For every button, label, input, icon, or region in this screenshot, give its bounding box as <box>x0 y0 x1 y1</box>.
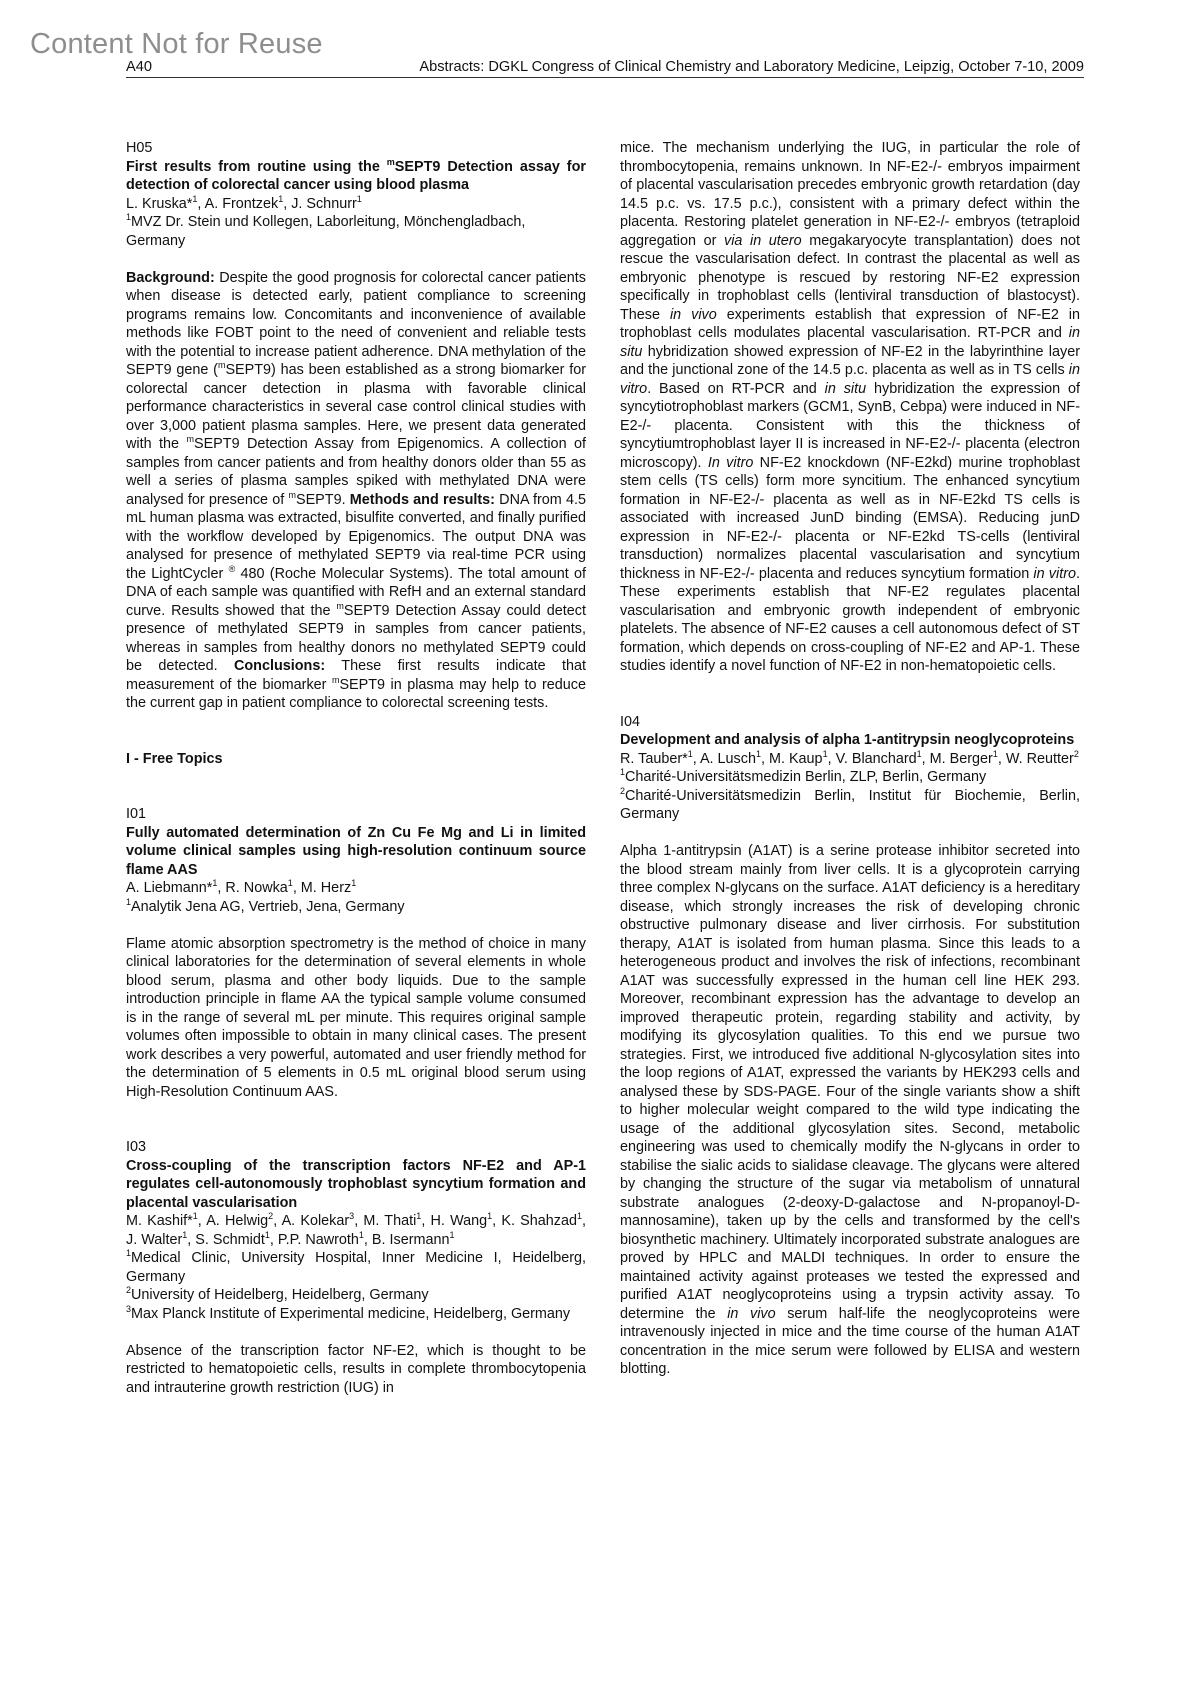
watermark: Content Not for Reuse <box>30 28 323 60</box>
left-column <box>126 139 586 1397</box>
abstract-title: Fully automated determination of Zn Cu Fe Mg and Li in limited volume clinical samples using high-resolution continuum source flame AAS <box>126 824 586 878</box>
journal-title: Abstracts: DGKL Congress of Clinical Chemistry and Laboratory Medicine, Leipzig, October 7-10, 2009 <box>419 59 1084 75</box>
abstract-i01 <box>126 805 586 1101</box>
abstract-body: Absence of the transcription factor NF-E2, which is thought to be restricted to hematopoietic cells, results in complete thrombocytopenia and intrauterine growth restriction (IUG) in <box>126 1342 586 1396</box>
abstract-id: I01 <box>126 806 147 822</box>
abstract-id: I03 <box>126 1139 147 1155</box>
abstract-title: Cross-coupling of the transcription factors NF-E2 and AP-1 regulates cell-autonomously trophoblast syncytium formation and placental vascularisation <box>126 1157 586 1211</box>
abstract-authors: A. Liebmann*$^1$, R. Nowka$^1$, M. Herz$^1$ <box>126 878 357 896</box>
abstract-h05 <box>126 139 586 713</box>
abstract-body-continued: mice. The mechanism underlying the IUG, in particular the role of thrombocytopenia, remains unknown. In NF-E2-/- embryos impairment of placental vascularisation precedes embryonic growth retardation (day 14.5 p.c. vs. 17.5 p.c.), consistent with a primary defect within the placenta. Restoring platelet generation in NF-E2-/- embryos (tetraploid aggregation or via in utero megakaryocyte transplantation) does not rescue the vascularisation defect. In contrast the placental as well as embryonic phenotype is rescued by restoring NF-E2 expression specifically in trophoblast cells (lentiviral transduction of blastocyst). These in vivo experiments establish that expression of NF-E2 in trophoblast cells modulates placental vascularisation. RT-PCR and in situ hybridization showed expression of NF-E2 in the labyrinthine layer and the junctional zone of the 14.5 p.c. placenta as well as in TS cells in vitro. Based on RT-PCR and in situ hybridization the expression of syncytiotrophoblast markers (GCM1, SynB, Cebpa) were induced in NF-E2-/- placenta. Consistent with this the thickness of syncytiumtrophoblast layer II is increased in NF-E2-/- placenta (electron microscopy). In vitro NF-E2 knockdown (NF-E2kd) murine trophoblast stem cells (TS cells) form more syncitium. The enhanced syncytium formation in NF-E2-/- placenta as well as in NF-E2kd TS cells is associated with increased JunD binding (EMSA). Reducing junD expression in NF-E2-/- placenta or NF-E2kd TS-cells (lentiviral transduction) normalizes placental vascularisation and syncytium thickness in NF-E2-/- placenta and reduces syncytium formation in vitro. These experiments establish that NF-E2 regulates placental vascularisation and embryonic growth independent of embryonic platelets. The absence of NF-E2 causes a cell autonomous defect of ST formation, which depends on cross-coupling of NF-E2 and AP-1. These studies identify a novel function of NF-E2 in non-hematopoietic cells. <box>620 140 1081 674</box>
abstract-affiliation: $^3$Max Planck Institute of Experimental medicine, Heidelberg, Germany <box>126 1303 571 1322</box>
abstract-affiliation: $^1$Analytik Jena AG, Vertrieb, Jena, Germany <box>126 896 405 915</box>
abstract-title: First results from routine using the $^m$SEPT9 Detection assay for detection of colorectal cancer using blood plasma <box>126 156 586 193</box>
abstract-i04 <box>620 713 1080 1379</box>
abstract-id: I04 <box>620 713 641 730</box>
abstract-body: Alpha 1-antitrypsin (A1AT) is a serine protease inhibitor secreted into the blood stream mainly from liver cells. It is a glycoprotein carrying three complex N-glycans on the surface. A1AT deficiency is a hereditary disease, which strongly increases the risk of developing chronic obstructive pulmonary disease and liver cirrhosis. For substitution therapy, A1AT is isolated from human plasma. Since this leads to a heterogeneous product and involves the risk of infections, recombinant A1AT was successfully expressed in the human cell line HEK 293. Moreover, recombinant expression has the advantage to develop an improved therapeutic protein, regarding stability and activity, by modifying its glycosylation qualities. To this end we pursue two strategies. First, we introduced five additional N-glycosylation sites into the loop regions of A1AT, expressed the variants by HEK293 cells and analysed these by SDS-PAGE. Four of the single variants show a shift to higher molecular weight compared to the wild type indicating the usage of the additional glycosylation sites. Second, metabolic engineering was used to chemically modify the N-glycans in order to stabilise the sialic acids to sialidase cleavage. The glycans were altered by changing the structure of the sugar via metabolism of unnatural substrate analogues (2-deoxy-D-galactose and N-propanoyl-D-mannosamine), taken up by the cells and transformed by the cell's biosynthetic machinery. Ultimately incorporated substrate analogues are proved by HPLC and MALDI techniques. In order to ensure the maintained activity against proteases we tested the expressed and purified A1AT neoglycoproteins using a trypsin activity assay. To determine the in vivo serum half-life the neoglycoproteins were intravenously injected in mice and the time course of the human A1AT concentration in the mice serum were followed by ELISA and western blotting. <box>620 843 1080 1377</box>
page-number: A40 <box>126 59 152 75</box>
abstract-body: Background: Despite the good prognosis for colorectal cancer patients when disease is detected early, patient compliance to screening programs remains low. Concomitants and inconvenience of available methods like FOBT point to the need of convenient and reliable tests with the potential to increase patient adherence. DNA methylation of the SEPT9 gene ($^m$SEPT9) has been established as a strong biomarker for colorectal cancer detection in plasma with favorable clinical performance characteristics in several case control clinical studies with over 3,000 patient plasma samples. Here, we present data generated with the $^m$SEPT9 Detection Assay from Epigenomics. A collection of samples from cancer patients and from healthy donors older than 55 as well a series of plasma samples spiked with methylated DNA were analysed for presence of $^m$SEPT9. Methods and results: DNA from 4.5 mL human plasma was extracted, bisulfite converted, and finally purified with the workflow developed by Epigenomics. The output DNA was analysed for presence of methylated SEPT9 via real-time PCR using the LightCycler ® 480 (Roche Molecular Systems). The total amount of DNA of each sample was quantified with RefH and an external standard curve. Results showed that the $^m$SEPT9 Detection Assay could detect presence of methylated SEPT9 in samples from cancer patients, whereas in samples from healthy donors no methylated SEPT9 could be detected. Conclusions: These first results indicate that measurement of the biomarker $^m$SEPT9 in plasma may help to reduce the current gap in patient compliance to colorectal screening tests. <box>126 269 587 711</box>
abstract-authors: R. Tauber*$^1$, A. Lusch$^1$, M. Kaup$^1$, V. Blanchard$^1$, M. Berger$^1$, W. Reutter$^2$ <box>620 748 1079 767</box>
abstract-affiliation: $^1$MVZ Dr. Stein und Kollegen, Laborleitung, Mönchengladbach, Germany <box>126 212 526 249</box>
abstract-affiliation: $^2$Charité-Universitätsmedizin Berlin, Institut für Biochemie, Berlin, Germany <box>620 785 1080 822</box>
right-column <box>620 139 1080 1379</box>
abstract-affiliation: $^1$Medical Clinic, University Hospital, Inner Medicine I, Heidelberg, Germany <box>126 1248 586 1285</box>
abstract-authors: L. Kruska*$^1$, A. Frontzek$^1$, J. Schnurr$^1$ <box>126 193 362 212</box>
abstract-id: H05 <box>126 140 153 156</box>
abstract-i03 <box>126 1138 586 1397</box>
section-heading: I - Free Topics <box>126 750 223 767</box>
abstract-affiliation: $^1$Charité-Universitätsmedizin Berlin, ZLP, Berlin, Germany <box>620 767 987 785</box>
abstract-affiliation: $^2$University of Heidelberg, Heidelberg, Germany <box>126 1285 429 1303</box>
abstract-authors: M. Kashif*$^1$, A. Helwig$^2$, A. Kolekar$^3$, M. Thati$^1$, H. Wang$^1$, K. Shahzad$^1$, J. Walter$^1$, S. Schmidt$^1$, P.P. Nawroth$^1$, B. Isermann$^1$ <box>126 1211 586 1248</box>
abstract-title: Development and analysis of alpha 1-antitrypsin neoglycoproteins <box>620 732 1075 748</box>
abstract-body: Flame atomic absorption spectrometry is the method of choice in many clinical laboratories for the determination of several elements in whole blood serum, plasma and other body liquids. Due to the sample introduction principle in flame AA the typical sample volume consumed is in the range of several mL per minute. This requires original sample volumes often impossible to obtain in many clinical cases. The present work describes a very powerful, automated and user friendly method for the determination of 5 elements in 0.5 mL original blood serum using High-Resolution Continuum AAS. <box>126 935 586 1100</box>
running-header <box>126 55 1084 78</box>
